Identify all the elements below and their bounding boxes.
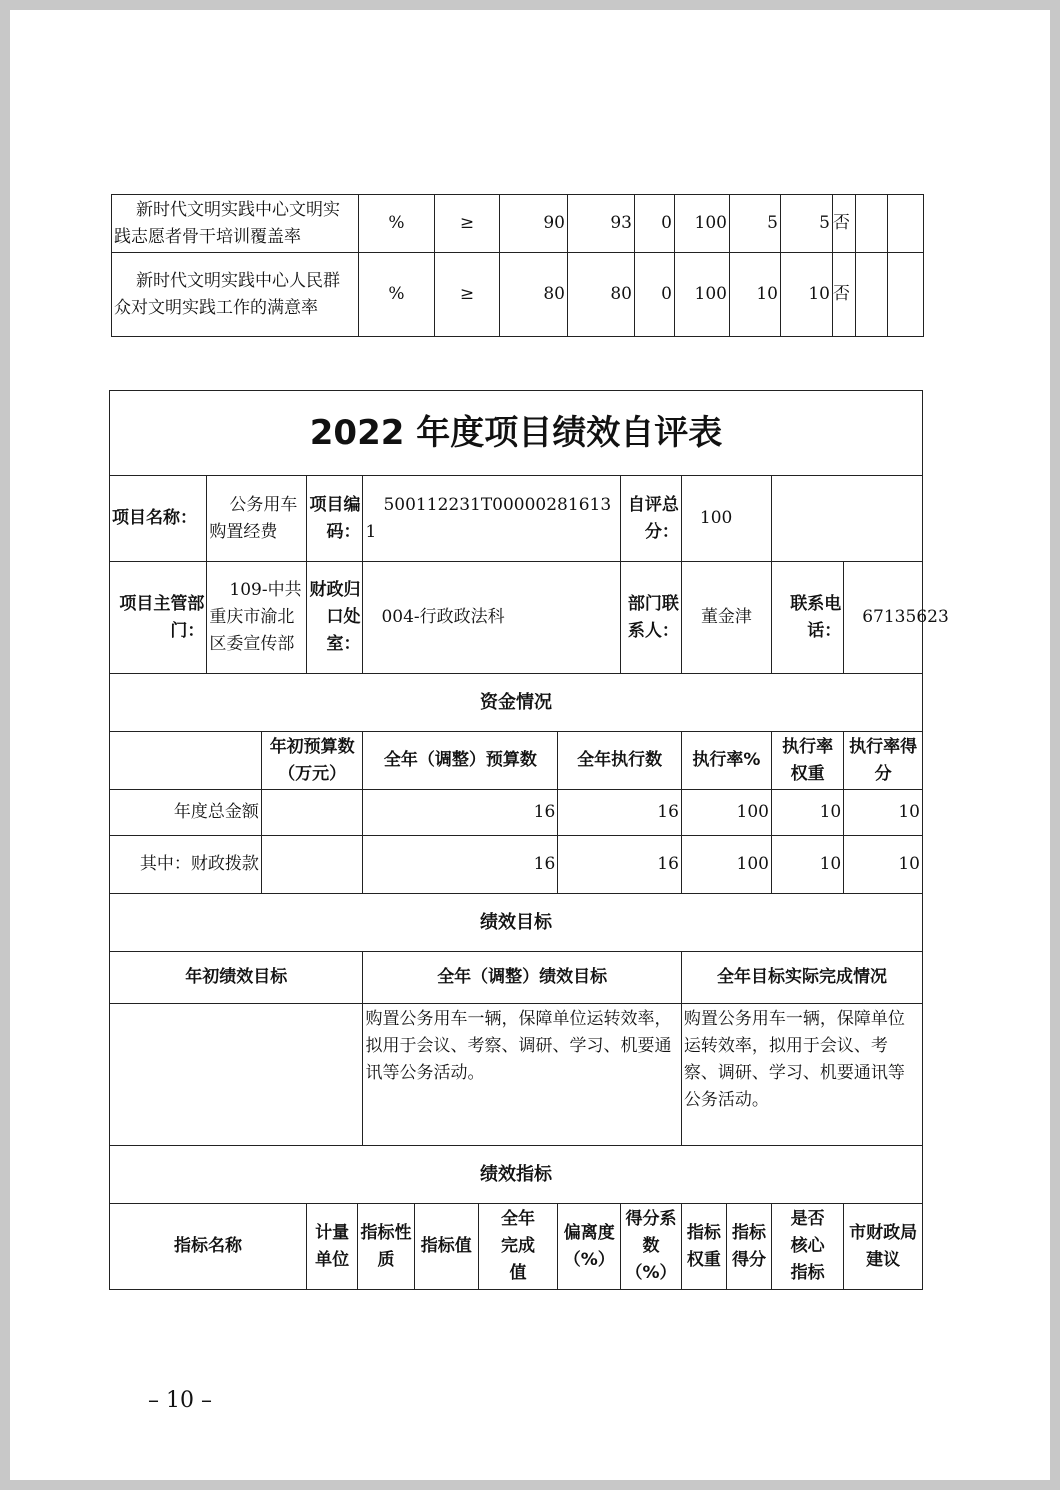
indicators-header-nature: 指标性质 (358, 1204, 415, 1290)
funds-header-weight: 执行率权重 (771, 732, 843, 790)
funds-weight: 10 (771, 790, 843, 836)
project-name-value: 公务用车购置经费 (207, 476, 307, 562)
phone-value: 67135623 (844, 562, 923, 674)
contact-value: 董金津 (681, 562, 771, 674)
indicator-suggest (888, 195, 924, 253)
table-row (110, 562, 923, 674)
score-total-label: 自评总分： (621, 476, 682, 562)
table-row (110, 836, 923, 894)
table-row (110, 732, 923, 790)
table-row (110, 1004, 923, 1146)
indicator-name: 新时代文明实践中心文明实践志愿者骨干培训覆盖率 (112, 195, 359, 253)
funds-adjusted: 16 (363, 836, 558, 894)
funds-rate: 100 (681, 790, 771, 836)
project-code-label: 项目编码： (306, 476, 363, 562)
indicator-note (856, 195, 888, 253)
indicator-core: 否 (833, 253, 856, 337)
goals-initial (110, 1004, 363, 1146)
table-row (110, 476, 923, 562)
goals-actual: 购置公务用车一辆，保障单位运转效率，拟用于会议、考察、调研、学习、机要通讯等公务活动。 (681, 1004, 922, 1146)
indicators-header-score: 指标得分 (726, 1204, 771, 1290)
empty-cell (771, 476, 922, 562)
indicators-header-coef: 得分系数（%） (621, 1204, 682, 1290)
indicators-header-suggest: 市财政局建议 (844, 1204, 923, 1290)
contact-label: 部门联系人： (621, 562, 682, 674)
funds-weight: 10 (771, 836, 843, 894)
indicator-unit: % (359, 195, 435, 253)
funds-header-executed: 全年执行数 (558, 732, 682, 790)
indicator-deviation: 0 (635, 253, 675, 337)
indicator-name: 新时代文明实践中心人民群众对文明实践工作的满意率 (112, 253, 359, 337)
self-evaluation-form (109, 390, 949, 1290)
indicators-header-weight: 指标权重 (681, 1204, 726, 1290)
project-name-label: 项目名称： (110, 476, 207, 562)
indicators-header-completed: 全年完成值 (478, 1204, 558, 1290)
score-total-value: 100 (681, 476, 771, 562)
indicators-header-name: 指标名称 (110, 1204, 307, 1290)
goals-header-initial: 年初绩效目标 (110, 952, 363, 1004)
funds-rate: 100 (681, 836, 771, 894)
indicator-unit: % (359, 253, 435, 337)
table-row (110, 1146, 923, 1204)
dept-label: 项目主管部门： (110, 562, 207, 674)
indicator-actual: 93 (568, 195, 635, 253)
indicator-score: 10 (781, 253, 833, 337)
funds-executed: 16 (558, 790, 682, 836)
indicator-weight: 5 (730, 195, 781, 253)
indicator-coef: 100 (675, 195, 730, 253)
finance-value: 004-行政政法科 (363, 562, 621, 674)
funds-row-label: 年度总金额 (110, 790, 262, 836)
indicator-suggest (888, 253, 924, 337)
table-row (110, 674, 923, 732)
section-heading-funds: 资金情况 (110, 674, 923, 732)
indicator-coef: 100 (675, 253, 730, 337)
table-row (110, 391, 923, 476)
indicators-header-deviation: 偏离度（%） (558, 1204, 621, 1290)
funds-row-label: 其中：财政拨款 (110, 836, 262, 894)
indicator-target: 90 (500, 195, 568, 253)
table-row (110, 790, 923, 836)
indicator-deviation: 0 (635, 195, 675, 253)
indicator-target: 80 (500, 253, 568, 337)
finance-label: 财政归口处室： (306, 562, 363, 674)
funds-score: 10 (844, 790, 923, 836)
page-number: – 10 – (148, 1388, 212, 1413)
table-row (112, 253, 924, 337)
indicator-nature: ≥ (435, 253, 500, 337)
page-title: 2022 年度项目绩效自评表 (110, 391, 923, 476)
table-row (110, 952, 923, 1004)
table-row (110, 894, 923, 952)
funds-adjusted: 16 (363, 790, 558, 836)
funds-initial (261, 836, 363, 894)
indicators-header-value: 指标值 (414, 1204, 478, 1290)
funds-header-adjusted: 全年（调整）预算数 (363, 732, 558, 790)
indicators-header-core: 是否核心指标 (771, 1204, 843, 1290)
funds-header-initial: 年初预算数（万元） (261, 732, 363, 790)
goals-adjusted: 购置公务用车一辆，保障单位运转效率，拟用于会议、考察、调研、学习、机要通讯等公务活动。 (363, 1004, 681, 1146)
indicator-nature: ≥ (435, 195, 500, 253)
project-code-value: 500112231T00000281613 1 (363, 476, 621, 562)
dept-value: 109-中共重庆市渝北区委宣传部 (207, 562, 307, 674)
table-row (112, 195, 924, 253)
indicator-note (856, 253, 888, 337)
table-row (110, 1204, 923, 1290)
goals-header-actual: 全年目标实际完成情况 (681, 952, 922, 1004)
section-heading-indicators: 绩效指标 (110, 1146, 923, 1204)
indicator-table-continued (111, 194, 924, 337)
empty-cell (110, 732, 262, 790)
funds-executed: 16 (558, 836, 682, 894)
phone-label: 联系电话： (771, 562, 843, 674)
indicator-core: 否 (833, 195, 856, 253)
indicator-score: 5 (781, 195, 833, 253)
funds-score: 10 (844, 836, 923, 894)
funds-header-rate: 执行率% (681, 732, 771, 790)
section-heading-goals: 绩效目标 (110, 894, 923, 952)
indicator-weight: 10 (730, 253, 781, 337)
goals-header-adjusted: 全年（调整）绩效目标 (363, 952, 681, 1004)
document-page (10, 10, 1050, 1480)
funds-initial (261, 790, 363, 836)
indicator-actual: 80 (568, 253, 635, 337)
indicators-header-unit: 计量单位 (306, 1204, 357, 1290)
funds-header-score: 执行率得分 (844, 732, 923, 790)
